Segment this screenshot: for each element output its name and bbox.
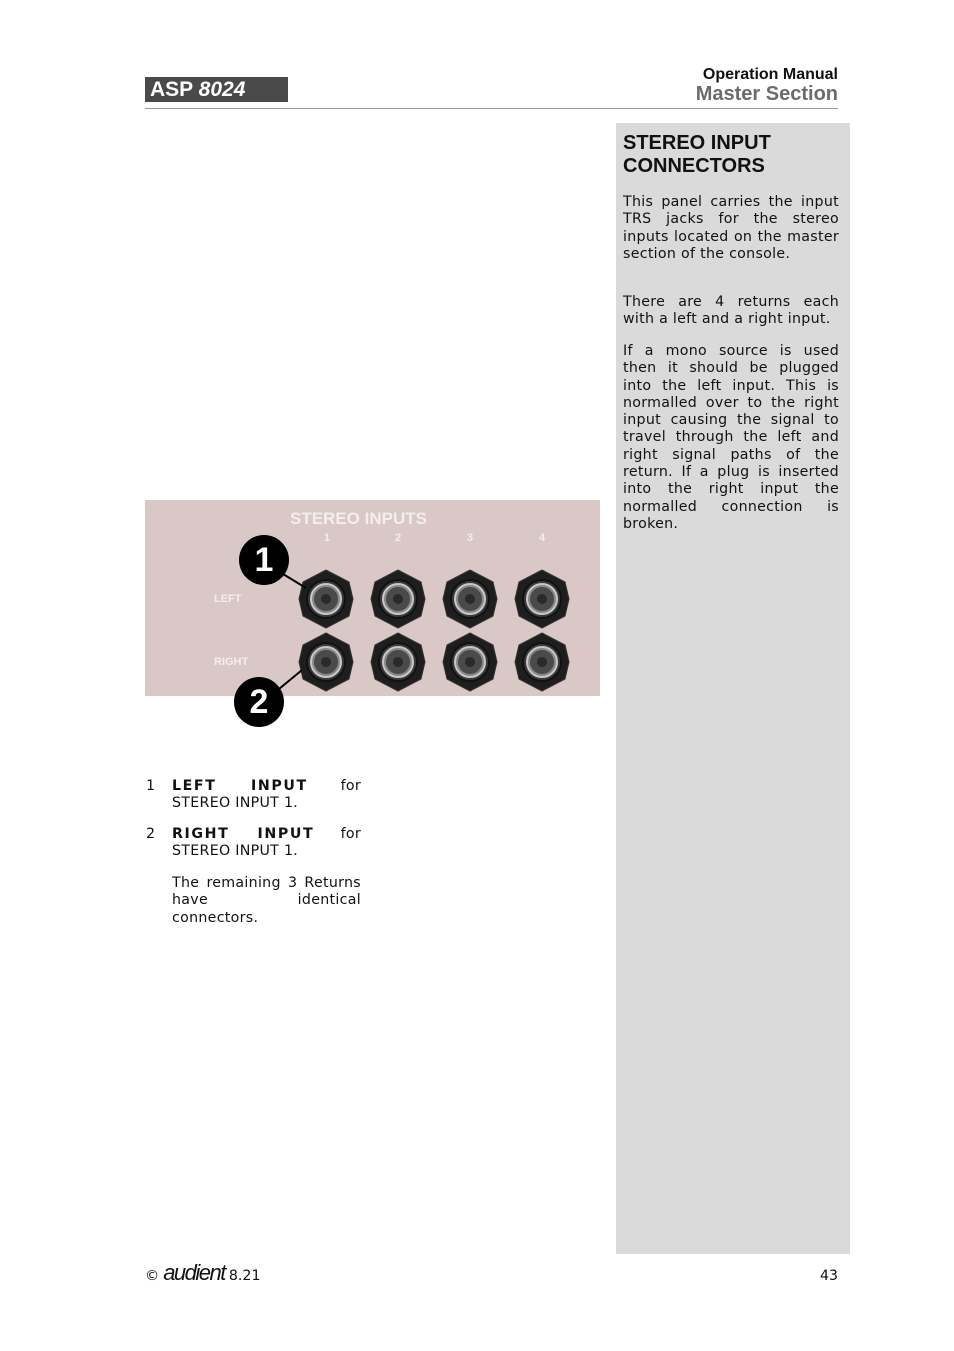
list-item-bold: RIGHT INPUT	[172, 826, 315, 842]
list-item-right-input	[172, 826, 361, 861]
list-note: The remaining 3 Returns have identical connectors.	[172, 875, 361, 926]
sidebar-paragraph-3: If a mono source is used then it should be plugged into the left input. This is normalled over to the right input causing the signal to travel through the left and right signal paths of the return. If a plug is inserted into the right input the normalled connection is broken.	[623, 343, 839, 532]
jack-right-4	[514, 632, 570, 692]
logo-brand: ASP	[150, 78, 193, 101]
callout-2: 2	[234, 677, 284, 727]
column-number-2: 2	[395, 532, 402, 544]
list-item-rest: for STEREO INPUT 1.	[172, 778, 362, 812]
footer-copyright	[145, 1260, 260, 1286]
list-number-2: 2	[146, 826, 156, 842]
header-divider	[145, 108, 838, 109]
column-number-4: 4	[539, 532, 546, 544]
row-label-left: LEFT	[214, 593, 242, 605]
sidebar-paragraph-1: This panel carries the input TRS jacks for the stereo inputs located on the master section of the console.	[623, 194, 839, 262]
panel-title: STEREO INPUTS	[290, 509, 427, 528]
logo-model: 8024	[198, 78, 246, 101]
list-item-left-input	[172, 778, 361, 813]
jack-left-1	[298, 569, 354, 629]
jack-right-1	[298, 632, 354, 692]
jack-left-2	[370, 569, 426, 629]
sidebar-panel	[616, 123, 850, 1254]
jack-right-2	[370, 632, 426, 692]
manual-title: Operation Manual	[702, 66, 838, 83]
asp-8024-logo	[145, 77, 288, 102]
row-label-right: RIGHT	[214, 656, 249, 668]
list-item-bold: LEFT INPUT	[172, 778, 308, 794]
column-number-3: 3	[467, 532, 474, 544]
sidebar-title: STEREO INPUT CONNECTORS	[623, 132, 771, 177]
list-number-1: 1	[146, 778, 156, 794]
list-item-rest: for STEREO INPUT 1.	[172, 826, 361, 860]
page-number: 43	[819, 1268, 838, 1284]
column-number-1: 1	[324, 532, 331, 544]
sidebar-paragraph-2: There are 4 returns each with a left and a right input.	[623, 294, 839, 328]
audient-logo: audient	[163, 1260, 225, 1285]
jack-left-3	[442, 569, 498, 629]
jack-right-3	[442, 632, 498, 692]
copyright-symbol: ©	[145, 1268, 160, 1284]
version-number: 8.21	[228, 1268, 261, 1284]
jack-left-4	[514, 569, 570, 629]
callout-1: 1	[239, 535, 289, 585]
section-title: Master Section	[695, 83, 838, 105]
